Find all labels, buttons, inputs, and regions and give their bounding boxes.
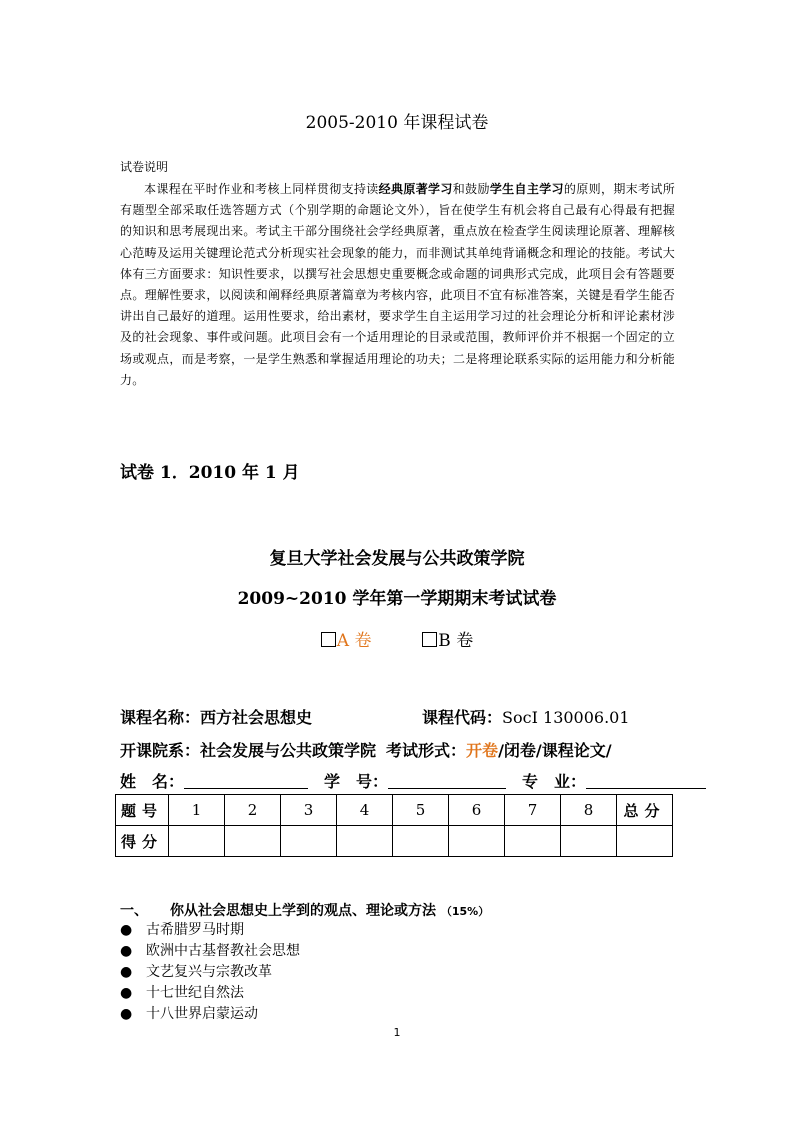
department-row — [120, 738, 612, 761]
list-item — [120, 920, 300, 941]
course-name-value: 西方社会思想史 — [200, 708, 313, 727]
question-number-header: 题号 — [116, 795, 169, 826]
instructions-bold-2: 学生自主学习 — [489, 182, 564, 196]
bullet-icon: ● — [120, 922, 133, 938]
score-cell[interactable] — [505, 826, 561, 857]
question-number-cell: 2 — [225, 795, 281, 826]
page-number: 1 — [393, 1026, 401, 1039]
course-code-value: SocI 130006.01 — [502, 708, 630, 727]
question-number-cell: 6 — [449, 795, 505, 826]
score-cell[interactable] — [393, 826, 449, 857]
score-cell[interactable] — [337, 826, 393, 857]
paper-a-label: A 卷 — [336, 631, 372, 651]
list-item — [120, 962, 300, 983]
question-1-text: 你从社会思想史上学到的观点、理论或方法 — [170, 903, 436, 919]
exam-form-rest: /闭卷/课程论文/ — [498, 741, 612, 760]
score-cell[interactable] — [281, 826, 337, 857]
score-table-score-row — [116, 826, 673, 857]
instructions-text-1: 本课程在平时作业和考核上同样贯彻支持读 — [144, 182, 379, 196]
semester-title: 2009~2010 学年第一学期期末考试试卷 — [237, 589, 557, 609]
instructions-bold-1: 经典原著学习 — [378, 182, 453, 196]
topic-list — [120, 920, 300, 1025]
score-table — [115, 794, 673, 857]
question-number-cell: 3 — [281, 795, 337, 826]
school-title: 复旦大学社会发展与公共政策学院 — [269, 549, 525, 569]
instructions-text-3: 的原则，期末考试所有题型全部采取任选答题方式（个别学期的命题论文外），旨在使学生有机会将自己最有心得最有把握的知识和思考展现出来。考试主干部分围绕社会学经典原著，重点放在检查学生阅读理论原著、理解核心范畴及运用关键理论范式分析现实社会现象的能力，而非测试其单纯背诵概念和理论的技能。考试大体有三方面要求：知识性要求，以撰写社会思想史重要概念或命题的词典形式完成，此项目会有答题要点。理解性要求，以阅读和阐释经典原著篇章为考核内容，此项目不宜有标准答案，关键是看学生能否讲出自己最好的道理。运用性要求，给出素材，要求学生自主运用学习过的社会理论分析和评论素材涉及的社会现象、事件或问题。此项目会有一个适用理论的目录或范围，教师评价并不根据一个固定的立场或观点，而是考察，一是学生熟悉和掌握适用理论的功夫；二是将理论联系实际的运用能力和分析能力。 — [120, 182, 676, 387]
course-info-row — [120, 705, 630, 728]
question-number-cell: 7 — [505, 795, 561, 826]
paper-b-label: B 卷 — [438, 631, 474, 651]
name-label: 姓 名： — [120, 772, 185, 791]
question-number-cell: 5 — [393, 795, 449, 826]
list-item-text: 欧洲中古基督教社会思想 — [146, 943, 300, 959]
list-item-text: 十七世纪自然法 — [146, 985, 244, 1001]
major-label: 专 业： — [522, 772, 587, 791]
score-cell[interactable] — [169, 826, 225, 857]
list-item — [120, 941, 300, 962]
list-item-text: 古希腊罗马时期 — [146, 922, 244, 938]
instructions-heading: 试卷说明 — [120, 160, 169, 174]
document-title: 2005-2010 年课程试卷 — [305, 113, 489, 133]
paper-version-selector — [0, 626, 794, 651]
exam-form-label: 考试形式： — [386, 741, 467, 760]
score-header: 得分 — [116, 826, 169, 857]
course-name-label: 课程名称： — [120, 708, 201, 727]
student-id-label: 学 号： — [324, 772, 389, 791]
bullet-icon: ● — [120, 964, 133, 980]
department-label: 开课院系： — [120, 741, 201, 760]
instructions-paragraph — [120, 179, 675, 391]
bullet-icon: ● — [120, 1006, 133, 1022]
score-table-header-row — [116, 795, 673, 826]
question-1-percent: （15%） — [440, 905, 490, 918]
course-code-label: 课程代码： — [422, 708, 503, 727]
student-id-field[interactable] — [388, 772, 506, 789]
question-1-number: 一、 — [120, 903, 148, 919]
total-header: 总分 — [617, 795, 673, 826]
score-cell[interactable] — [225, 826, 281, 857]
question-number-cell: 1 — [169, 795, 225, 826]
exam-form-open: 开卷 — [466, 741, 499, 760]
major-field[interactable] — [586, 772, 706, 789]
score-cell[interactable] — [561, 826, 617, 857]
exam-label: 试卷 1．2010 年 1 月 — [120, 463, 300, 483]
student-info-row — [120, 769, 706, 792]
list-item-text: 文艺复兴与宗教改革 — [146, 964, 272, 980]
bullet-icon: ● — [120, 943, 133, 959]
bullet-icon: ● — [120, 985, 133, 1001]
score-cell[interactable] — [449, 826, 505, 857]
paper-b-checkbox[interactable] — [422, 632, 437, 647]
department-value: 社会发展与公共政策学院 — [200, 741, 377, 760]
total-score-cell[interactable] — [617, 826, 673, 857]
list-item-text: 十八世界启蒙运动 — [146, 1006, 258, 1022]
list-item — [120, 1004, 300, 1025]
question-1-heading — [120, 900, 489, 920]
instructions-text-2: 和鼓励 — [452, 182, 490, 196]
paper-a-checkbox[interactable] — [321, 632, 336, 647]
name-field[interactable] — [184, 772, 308, 789]
list-item — [120, 983, 300, 1004]
question-number-cell: 8 — [561, 795, 617, 826]
question-number-cell: 4 — [337, 795, 393, 826]
